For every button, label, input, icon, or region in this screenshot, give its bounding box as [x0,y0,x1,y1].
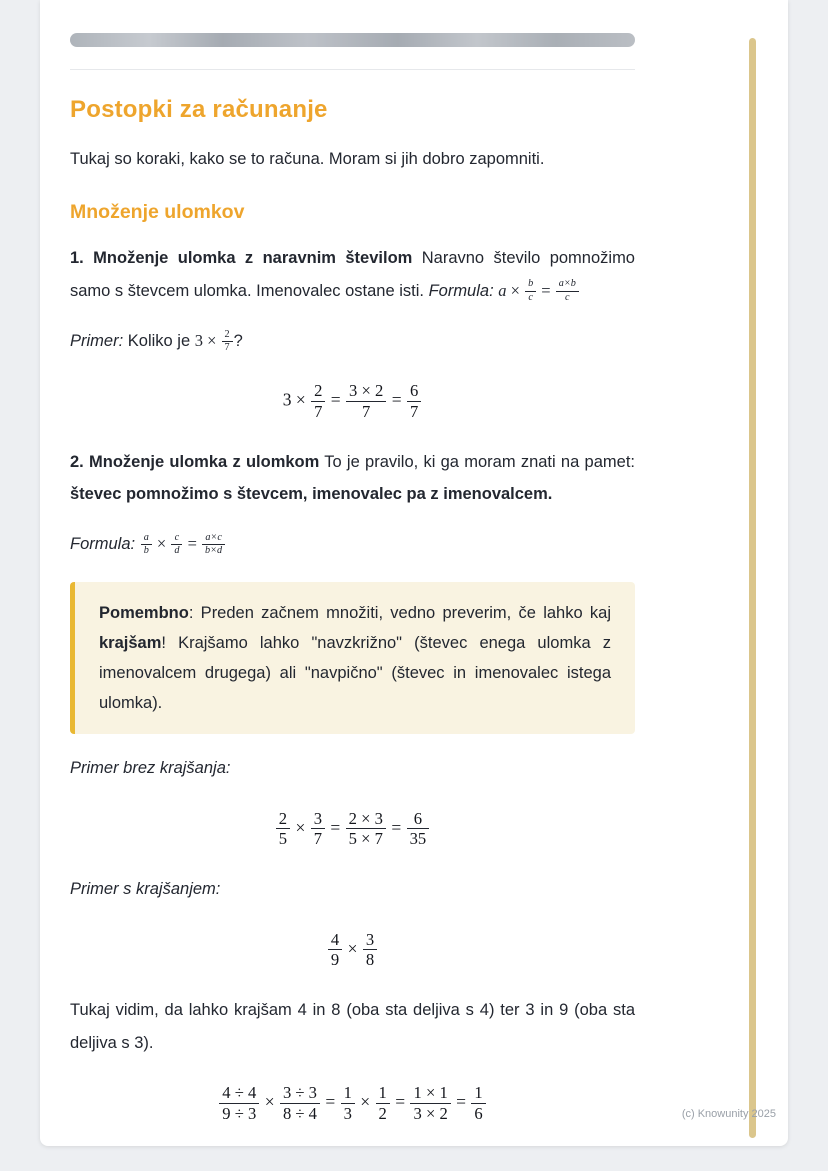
math-formula-block-3: $\frac{4}{9}$ × $\frac{3}{8}$ [70,930,635,971]
paragraph-multiply-fraction-by-fraction: 2. Množenje ulomka z ulomkom To je pravilo, ki ga moram znati na pamet: števec pomnožimo s števcem, imenovalec pa z imenovalcem. [70,452,635,503]
paragraph-multiply-by-natural-number: 1. Množenje ulomka z naravnim številom Naravno število pomnožimo samo s števcem ulomka. Imenovalec ostane isti. Formula: a × $\frac{b}{c}$ = $\frac{a\times b}{c}$ [70,249,635,303]
blurred-previous-content [70,33,635,47]
note-content [40,0,788,1124]
section-divider [70,69,635,70]
math-formula-block-4: $\frac{4 \div 4}{9 \div 3}$ × $\frac{3 \div 3}{8 \div 4}$ = $\frac{1}{3}$ × $\frac{1}{2}$ = $\frac{1 \times 1}{3 \times 2}$ = $\frac{1}{6}$ [70,1083,635,1124]
math-formula-block-1: 3 × $\frac{2}{7}$ = $\frac{3 \times 2}{7}$ = $\frac{6}{7}$ [70,381,635,422]
paragraph-primer-s-krajsanjem: Primer s krajšanjem: [70,880,221,899]
intro-paragraph: Tukaj so koraki, kako se to računa. Moram si jih dobro zapomniti. [70,149,545,168]
important-callout-box: Pomembno: Preden začnem množiti, vedno preverim, če lahko kaj krajšam! Krajšamo lahko "navzkrižno" (števec enega ulomka z imenovalcem drugega) ali "navpično" (števec in imenovalec istega ulomka). [70,582,635,734]
paragraph-primer-brez-krajsanja: Primer brez krajšanja: [70,759,231,778]
page-title: Postopki za računanje [70,96,328,123]
paragraph-formula-2: Formula: $\frac{a}{b}$ × $\frac{c}{d}$ = $\frac{a\times c}{b\times d}$ [70,528,635,560]
footer-copyright: (c) Knowunity 2025 [681,1108,776,1120]
math-formula-block-2: $\frac{2}{5}$ × $\frac{3}{7}$ = $\frac{2 \times 3}{5 \times 7}$ = $\frac{6}{35}$ [70,809,635,850]
paragraph-primer-1: Primer: Koliko je 3 × $\frac{2}{7}$ ? [70,328,243,353]
paragraph-tukaj-vidim: Tukaj vidim, da lahko krajšam 4 in 8 (oba sta deljiva s 4) ter 3 in 9 (oba sta deljiva s 3). [70,1001,635,1052]
section-heading-mnozenje-ulomkov: Množenje ulomkov [70,200,245,223]
note-page [40,0,788,1146]
